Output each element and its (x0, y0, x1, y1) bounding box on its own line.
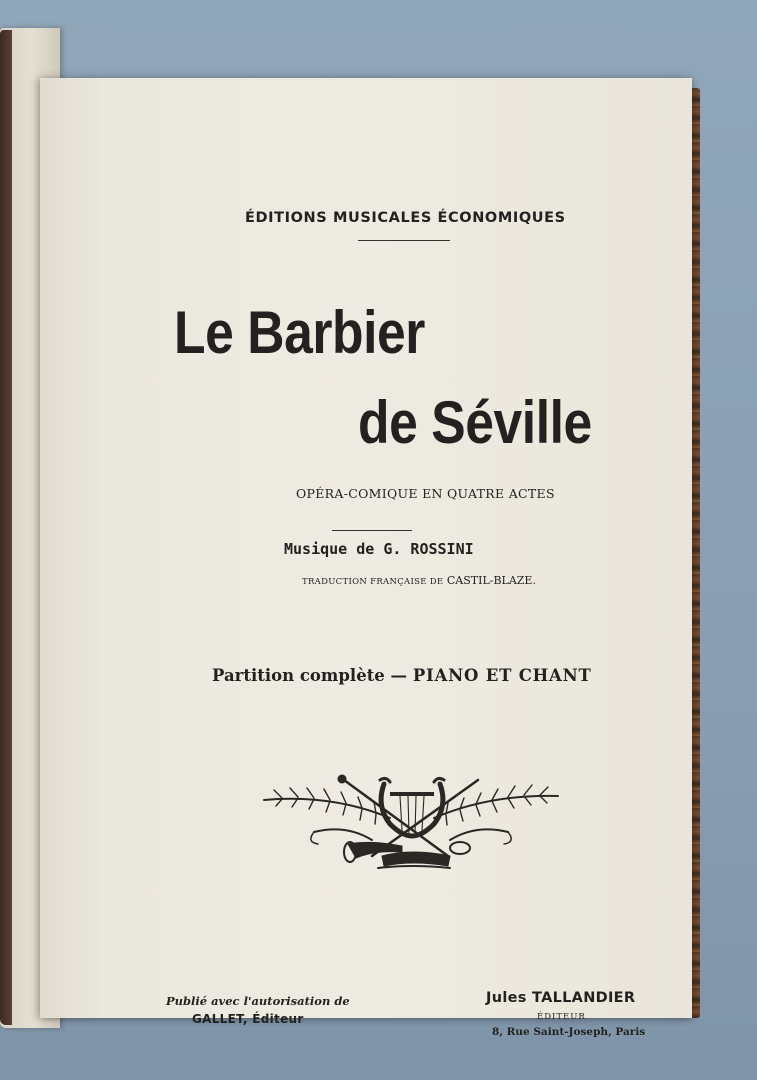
authorization-publisher: GALLET, Éditeur (192, 1012, 304, 1026)
edition-prefix: Partition complète (212, 666, 385, 685)
lyre-with-palm-branches-icon (262, 772, 560, 874)
title-page (40, 78, 692, 1038)
publisher-role: ÉDITEUR (537, 1012, 586, 1022)
middle-rule (332, 530, 412, 531)
title-line-2: de Séville (358, 389, 592, 456)
series-rule (358, 240, 450, 241)
translator-name: CASTIL-BLAZE. (446, 574, 536, 587)
composer-line: Musique de G. ROSSINI (284, 540, 474, 558)
translation-label: TRADUCTION FRANÇAISE DE (302, 577, 444, 587)
title-line-1: Le Barbier (174, 299, 425, 366)
publisher-name: Jules TALLANDIER (486, 990, 636, 1006)
book-spine-edge (0, 30, 12, 1025)
authorization-line: Publié avec l'autorisation de (166, 994, 350, 1008)
subtitle: OPÉRA-COMIQUE EN QUATRE ACTES (296, 486, 555, 501)
edition-type: PIANO ET CHANT (412, 666, 592, 685)
translation-line (302, 574, 536, 587)
edition-dash: — (384, 666, 413, 685)
publisher-address: 8, Rue Saint-Joseph, Paris (492, 1026, 646, 1038)
series-heading: ÉDITIONS MUSICALES ÉCONOMIQUES (245, 210, 566, 226)
edition-line (212, 666, 592, 685)
